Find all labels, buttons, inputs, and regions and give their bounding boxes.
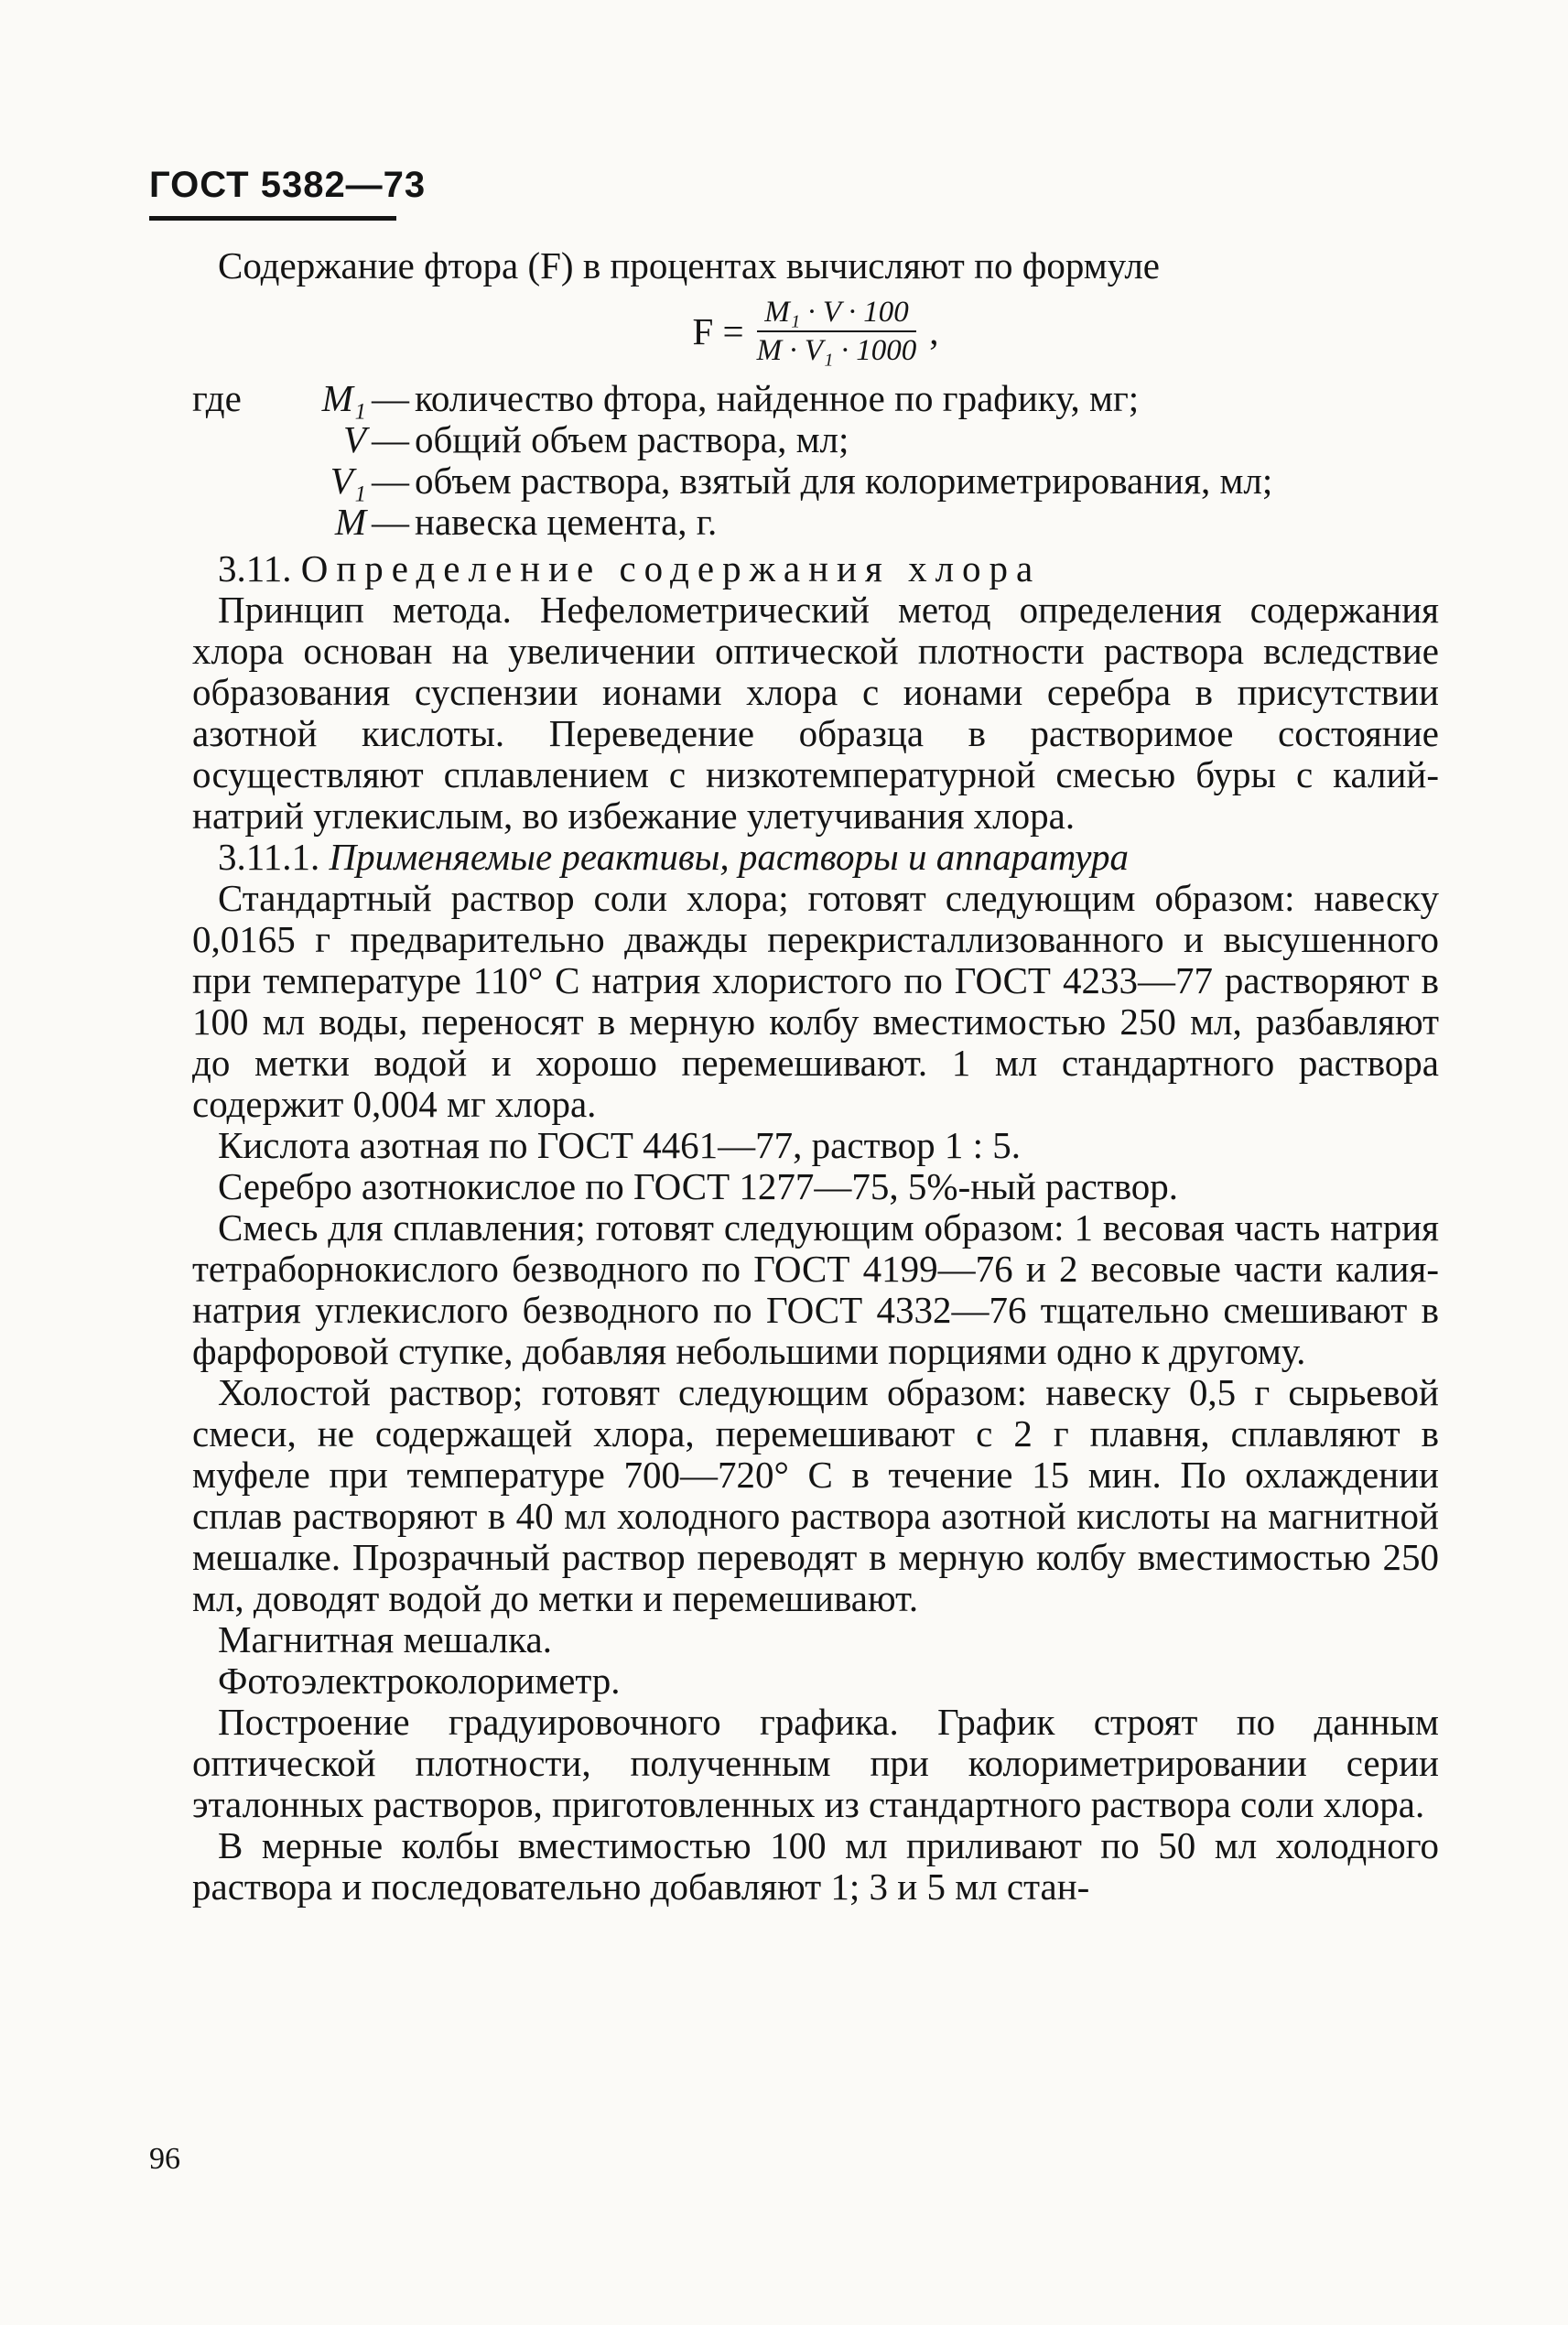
formula-denominator: M · V₁ · 1000 (756, 334, 917, 367)
definition-lead-spacer (192, 460, 284, 502)
definition-text: количество фтора, найденное по графику, мг; (415, 377, 1140, 419)
page-number: 96 (149, 2142, 180, 2176)
definition-symbol: V (342, 418, 366, 460)
section-number: 3.11.1. (218, 836, 320, 878)
definition-row (192, 502, 1439, 543)
silver-nitrate-paragraph: Серебро азотнокислое по ГОСТ 1277—75, 5%-ный раствор. (218, 1165, 1179, 1207)
definition-lead-spacer (192, 419, 284, 460)
formula-numerator: M₁ · V · 100 (757, 294, 916, 332)
section-title: Применяемые реактивы, растворы и аппаратура (329, 836, 1129, 878)
definition-symbol: V₁ (330, 460, 366, 502)
photocolorimeter-paragraph: Фотоэлектроколориметр. (218, 1660, 621, 1702)
definition-text: общий объем раствора, мл; (415, 418, 849, 460)
formula-fraction (750, 294, 925, 369)
nitric-acid-paragraph: Кислота азотная по ГОСТ 4461—77, раствор 1 : 5. (218, 1124, 1021, 1166)
fusion-mix-paragraph: Смесь для сплавления; готовят следующим образом: 1 весовая часть натрия тетраборнокислого безводного по ГОСТ 4199—76 и 2 весовые части калия-натрия углекислого безводного по ГОСТ 4332—76 тщательно смешивают в фарфоровой ступке, добавляя небольшими порциями одно к другому. (192, 1206, 1439, 1372)
section-heading-3-11-1 (192, 837, 1439, 878)
standard-code-header: ГОСТ 5382—73 (149, 165, 427, 205)
document-body (192, 245, 1439, 1908)
magnetic-stirrer-paragraph: Магнитная мешалка. (218, 1618, 552, 1660)
definition-dash: — (372, 501, 409, 543)
definition-symbol: M (334, 501, 366, 543)
definition-lead-spacer (192, 502, 284, 543)
standard-solution-paragraph: Стандартный раствор соли хлора; готовят следующим образом: навеску 0,0165 г предварительно дважды перекристаллизованного и высушенного при температуре 110° С натрия хлористого по ГОСТ 4233—77 растворяют в 100 мл воды, переносят в мерную колбу вместимостью 250 мл, разбавляют до метки водой и хорошо перемешивают. 1 мл стандартного раствора содержит 0,004 мг хлора. (192, 877, 1439, 1125)
section-title: Определение содержания хлора (300, 547, 1042, 589)
definition-row (192, 378, 1439, 419)
definition-dash: — (372, 418, 409, 460)
section-number: 3.11. (218, 547, 292, 589)
formula-lhs: F = (692, 309, 744, 352)
fluorine-formula (192, 294, 1439, 369)
section-heading-3-11 (192, 548, 1439, 589)
definition-row (192, 419, 1439, 460)
intro-text: Содержание фтора (F) в процентах вычисляют по формуле (218, 244, 1161, 287)
definition-text: объем раствора, взятый для колориметрирования, мл; (415, 460, 1273, 502)
definition-lead: где (192, 377, 242, 419)
flasks-paragraph: В мерные колбы вместимостью 100 мл приливают по 50 мл холодного раствора и последовательно добавляют 1; 3 и 5 мл стан- (192, 1824, 1439, 1908)
calibration-paragraph: Построение градуировочного графика. График строят по данным оптической плотности, полученным при колориметрировании серии эталонных растворов, приготовленных из стандартного раствора соли хлора. (192, 1701, 1439, 1825)
principle-paragraph: Принцип метода. Нефелометрический метод определения содержания хлора основан на увеличении оптической плотности раствора вследствие образования суспензии ионами хлора с ионами серебра в присутствии азотной кислоты. Переведение образца в растворимое состояние осуществляют сплавлением с низкотемпературной смесью буры с калий-натрий углекислым, во избежание улетучивания хлора. (192, 589, 1439, 837)
formula-tail: , (929, 309, 939, 352)
variable-definitions (192, 378, 1439, 543)
definition-text: навеска цемента, г. (415, 501, 718, 543)
definition-dash: — (372, 377, 409, 419)
header-rule (149, 216, 396, 221)
definition-row (192, 460, 1439, 502)
definition-dash: — (372, 460, 409, 502)
blank-solution-paragraph: Холостой раствор; готовят следующим образом: навеску 0,5 г сырьевой смеси, не содержащей хлора, перемешивают с 2 г плавня, сплавляют в муфеле при температуре 700—720° С в течение 15 мин. По охлаждении сплав растворяют в 40 мл холодного раствора азотной кислоты на магнитной мешалке. Прозрачный раствор переводят в мерную колбу вместимостью 250 мл, доводят водой до метки и перемешивают. (192, 1371, 1439, 1619)
definition-symbol: M₁ (321, 377, 366, 419)
